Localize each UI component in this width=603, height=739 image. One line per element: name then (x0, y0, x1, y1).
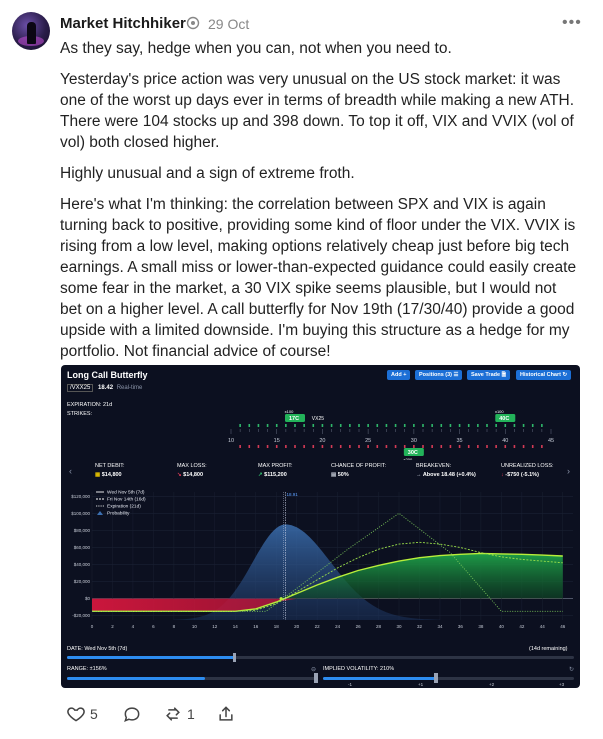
strike-tick-label: 35 (456, 438, 463, 444)
iv-tick-label: +1 (418, 682, 424, 687)
put-marker (340, 445, 342, 448)
metric-value: → Above 18.48 (+0.4%) (416, 472, 476, 478)
put-marker (331, 445, 333, 448)
expiration-label: EXPIRATION: 21d (67, 402, 113, 408)
put-marker (258, 445, 260, 448)
put-marker (541, 445, 543, 448)
call-marker (477, 424, 479, 427)
call-marker (340, 424, 342, 427)
x-tick-label: 4 (131, 624, 135, 629)
post-paragraph: Yesterday's price action was very unusual on the US stock market: it was one of the worst up days ever in terms of breadth while making a new ATH. There were 104 stocks up and 398 down. To top it off, VIX and VVIX (vol of vol) both closed higher. (60, 71, 575, 151)
x-tick-label: 34 (437, 624, 443, 629)
call-marker (358, 424, 360, 427)
y-tick-label: $120,000 (71, 493, 90, 499)
call-marker (322, 424, 324, 427)
put-marker (276, 445, 278, 448)
x-tick-label: 20 (294, 624, 300, 629)
metric-icon: ↘ (177, 472, 184, 478)
strike-badge-label: 17C (288, 416, 300, 422)
y-tick-label: $40,000 (73, 562, 90, 568)
date-label: DATE: Wed Nov 5th (7d) (67, 646, 128, 652)
strike-tick-label: 15 (273, 438, 280, 444)
heart-icon (66, 704, 86, 724)
x-tick-label: 42 (519, 624, 525, 629)
legend-label: Fri Nov 14th (16d) (107, 497, 146, 503)
strikes-label: STRIKES: (67, 411, 93, 417)
put-marker (349, 445, 351, 448)
call-marker (386, 424, 388, 427)
call-marker (495, 424, 497, 427)
y-tick-label: $20,000 (73, 579, 90, 585)
call-marker (532, 424, 534, 427)
metric-icon: ↗ (258, 472, 265, 478)
positions-button[interactable]: Positions (3) ☰ (415, 370, 462, 380)
strike-tick-label: 45 (547, 438, 555, 444)
call-marker (276, 424, 278, 427)
metric-label: NET DEBIT: (95, 463, 125, 469)
x-tick-label: 40 (498, 624, 504, 629)
call-marker (395, 424, 397, 427)
put-marker (468, 445, 470, 448)
x-tick-label: 46 (560, 624, 566, 629)
y-tick-label: $80,000 (73, 527, 90, 533)
x-tick-label: 6 (152, 624, 155, 629)
strategy-title: Long Call Butterfly (67, 370, 148, 380)
share-icon (216, 704, 236, 724)
call-marker (440, 424, 442, 427)
call-marker (376, 424, 378, 427)
put-marker (431, 445, 433, 448)
put-marker (395, 445, 397, 448)
range-slider-handle[interactable] (314, 673, 318, 683)
call-marker (312, 424, 314, 427)
strike-tick-label: 30 (410, 438, 417, 444)
put-marker (267, 445, 269, 448)
call-marker (514, 424, 516, 427)
author-name[interactable]: Market Hitchhiker (60, 15, 186, 32)
comment-icon (122, 704, 142, 724)
metric-label: MAX PROFIT: (258, 463, 293, 469)
y-tick-label: $60,000 (73, 544, 90, 550)
put-marker (239, 445, 241, 448)
put-marker (285, 445, 287, 448)
put-marker (248, 445, 250, 448)
y-tick-label: $0 (84, 596, 90, 602)
iv-slider-fill (323, 677, 436, 680)
add-button[interactable]: Add + (387, 370, 410, 380)
breakeven-dot (280, 597, 283, 600)
metric-value: ▦ $14,800 (95, 472, 122, 478)
put-marker (477, 445, 479, 448)
date-slider-handle[interactable] (233, 653, 236, 662)
call-marker (468, 424, 470, 427)
put-marker (386, 445, 388, 448)
metric-icon: ▦ (95, 472, 102, 478)
strike-badge-qty: x200 (403, 457, 413, 460)
call-marker (422, 424, 424, 427)
x-tick-label: 30 (396, 624, 402, 629)
call-marker (450, 424, 452, 427)
iv-slider-handle[interactable] (434, 673, 438, 683)
x-tick-label: 38 (478, 624, 484, 629)
x-tick-label: 28 (376, 624, 382, 629)
put-marker (358, 445, 360, 448)
x-tick-label: 16 (253, 624, 259, 629)
put-marker (495, 445, 497, 448)
underlying-marker: VX25 (311, 416, 325, 422)
x-tick-label: 10 (191, 624, 197, 629)
range-label: RANGE: ±156% (67, 666, 107, 672)
post-paragraph: Highly unusual and a sign of extreme froth. (60, 165, 355, 182)
put-marker (504, 445, 506, 448)
reply-button[interactable] (122, 704, 142, 724)
legend-label: Expiration (21d) (107, 504, 141, 510)
call-marker (331, 424, 333, 427)
historical-chart-button[interactable]: Historical Chart ↻ (516, 370, 571, 380)
call-marker (486, 424, 488, 427)
pl-chart[interactable] (61, 485, 580, 645)
put-marker (450, 445, 452, 448)
options-chart-card[interactable] (61, 365, 580, 688)
ticker-price: 18.42 (98, 385, 114, 391)
metric-icon: ↓ (501, 472, 506, 478)
metric-label: BREAKEVEN: (416, 463, 452, 469)
more-options-icon[interactable]: ••• (562, 14, 582, 31)
save-trade-button[interactable]: Save Trade 🗎 (467, 370, 510, 380)
put-marker (422, 445, 424, 448)
put-marker (523, 445, 525, 448)
put-marker (459, 445, 461, 448)
range-slider-fill (67, 677, 205, 680)
x-tick-label: 14 (232, 624, 238, 629)
call-marker (239, 424, 241, 427)
x-tick-label: 18 (273, 624, 279, 629)
post-paragraph: Here's what I'm thinking: the correlation between SPX and VIX is again turning back to positive, providing some kind of floor under the VIX. VVIX is rising from a low level, making options relatively cheap just before big tech earnings. A small miss or lower-than-expected guidance could easily create some fear in the market, a 30 VIX spike seems plausible, but I would not bet on a higher level. A call butterfly for Nov 19th (17/30/40) provide a good upside with a limited downside. I'm buying this structure as a hedge for my portfolio. Not financial advice of course! (60, 196, 577, 360)
like-button[interactable] (66, 704, 98, 724)
metric-label: CHANCE OF PROFIT: (331, 463, 387, 469)
put-marker (514, 445, 516, 448)
put-marker (312, 445, 314, 448)
x-tick-label: 26 (355, 624, 361, 629)
repost-icon (163, 704, 183, 724)
call-marker (285, 424, 287, 427)
strike-tick-label: 10 (227, 438, 235, 444)
settings-gear-icon (186, 16, 200, 30)
y-tick-label: $100,000 (71, 510, 90, 516)
legend (96, 490, 146, 517)
price-marker-label: 18.91 (286, 492, 298, 497)
price-label: Real-time (116, 385, 143, 391)
iv-label: IMPLIED VOLATILITY: 210% (323, 666, 395, 672)
strike-tick-label: 25 (365, 438, 372, 444)
put-marker (404, 445, 406, 448)
iv-tick-label: +3 (559, 682, 565, 687)
like-count: 5 (90, 706, 98, 722)
put-marker (376, 445, 378, 448)
legend-label: Probability (107, 511, 130, 517)
call-marker (541, 424, 543, 427)
put-marker (413, 445, 415, 448)
metric-value: ↘ $14,800 (177, 472, 204, 478)
ticker-symbol[interactable]: /VXX25 (67, 384, 93, 392)
put-marker (294, 445, 296, 448)
metric-value: ↗ $115,200 (258, 472, 287, 478)
strike-badge-label: 40C (499, 416, 510, 422)
strike-tick-label: 20 (319, 438, 326, 444)
put-marker (440, 445, 442, 448)
share-button[interactable] (216, 704, 236, 724)
call-marker (267, 424, 269, 427)
put-marker (303, 445, 305, 448)
x-tick-label: 2 (111, 624, 114, 629)
x-tick-label: 32 (416, 624, 422, 629)
call-marker (504, 424, 506, 427)
call-marker (248, 424, 250, 427)
iv-tick-label: -1 (348, 682, 353, 687)
post-paragraph: As they say, hedge when you can, not when you need to. (60, 40, 452, 57)
put-marker (322, 445, 324, 448)
strike-badge-qty: x100 (284, 410, 294, 414)
chevron-left-icon[interactable]: ‹ (69, 466, 72, 476)
days-remaining: (14d remaining) (529, 646, 568, 652)
metric-label: MAX LOSS: (177, 463, 207, 469)
chevron-right-icon[interactable]: › (567, 466, 570, 476)
metric-label: UNREALIZED LOSS: (501, 463, 554, 469)
call-marker (459, 424, 461, 427)
call-marker (303, 424, 305, 427)
strike-badge-label: 30C (407, 450, 418, 456)
repost-count: 1 (187, 706, 195, 722)
call-marker (294, 424, 296, 427)
x-tick-label: 36 (457, 624, 463, 629)
x-tick-label: 8 (172, 624, 176, 629)
x-tick-label: 22 (314, 624, 320, 629)
metric-value: ↓ -$750 (-5.1%) (501, 472, 539, 478)
put-marker (367, 445, 369, 448)
call-marker (367, 424, 369, 427)
metric-value: ▤ 50% (331, 472, 349, 478)
call-marker (431, 424, 433, 427)
x-tick-label: 12 (212, 624, 218, 629)
call-marker (523, 424, 525, 427)
avatar[interactable] (12, 12, 50, 50)
metric-icon: → (416, 472, 423, 478)
ticker-row (67, 385, 142, 391)
metric-icon: ▤ (331, 472, 338, 478)
date-slider-fill (67, 656, 235, 659)
call-marker (258, 424, 260, 427)
x-tick-label: 0 (90, 624, 94, 629)
call-marker (404, 424, 406, 427)
x-tick-label: 24 (335, 624, 341, 629)
iv-tick-label: +2 (489, 682, 495, 687)
call-marker (349, 424, 351, 427)
legend-swatch (97, 511, 103, 515)
repost-button[interactable] (163, 704, 195, 724)
strike-ruler[interactable] (61, 410, 580, 460)
strike-badge-qty: x100 (494, 410, 504, 414)
refresh-icon[interactable]: ↻ (569, 667, 575, 673)
reset-icon[interactable]: ⊖ (311, 667, 317, 673)
put-marker (532, 445, 534, 448)
x-tick-label: 44 (539, 624, 545, 629)
strike-tick-label: 40 (502, 438, 509, 444)
y-tick-label: -$20,000 (72, 613, 90, 619)
post-date: 29 Oct (208, 16, 250, 32)
call-marker (413, 424, 415, 427)
put-marker (486, 445, 488, 448)
post-body (60, 38, 580, 372)
legend-label: Wed Nov 5th (7d) (107, 490, 145, 496)
